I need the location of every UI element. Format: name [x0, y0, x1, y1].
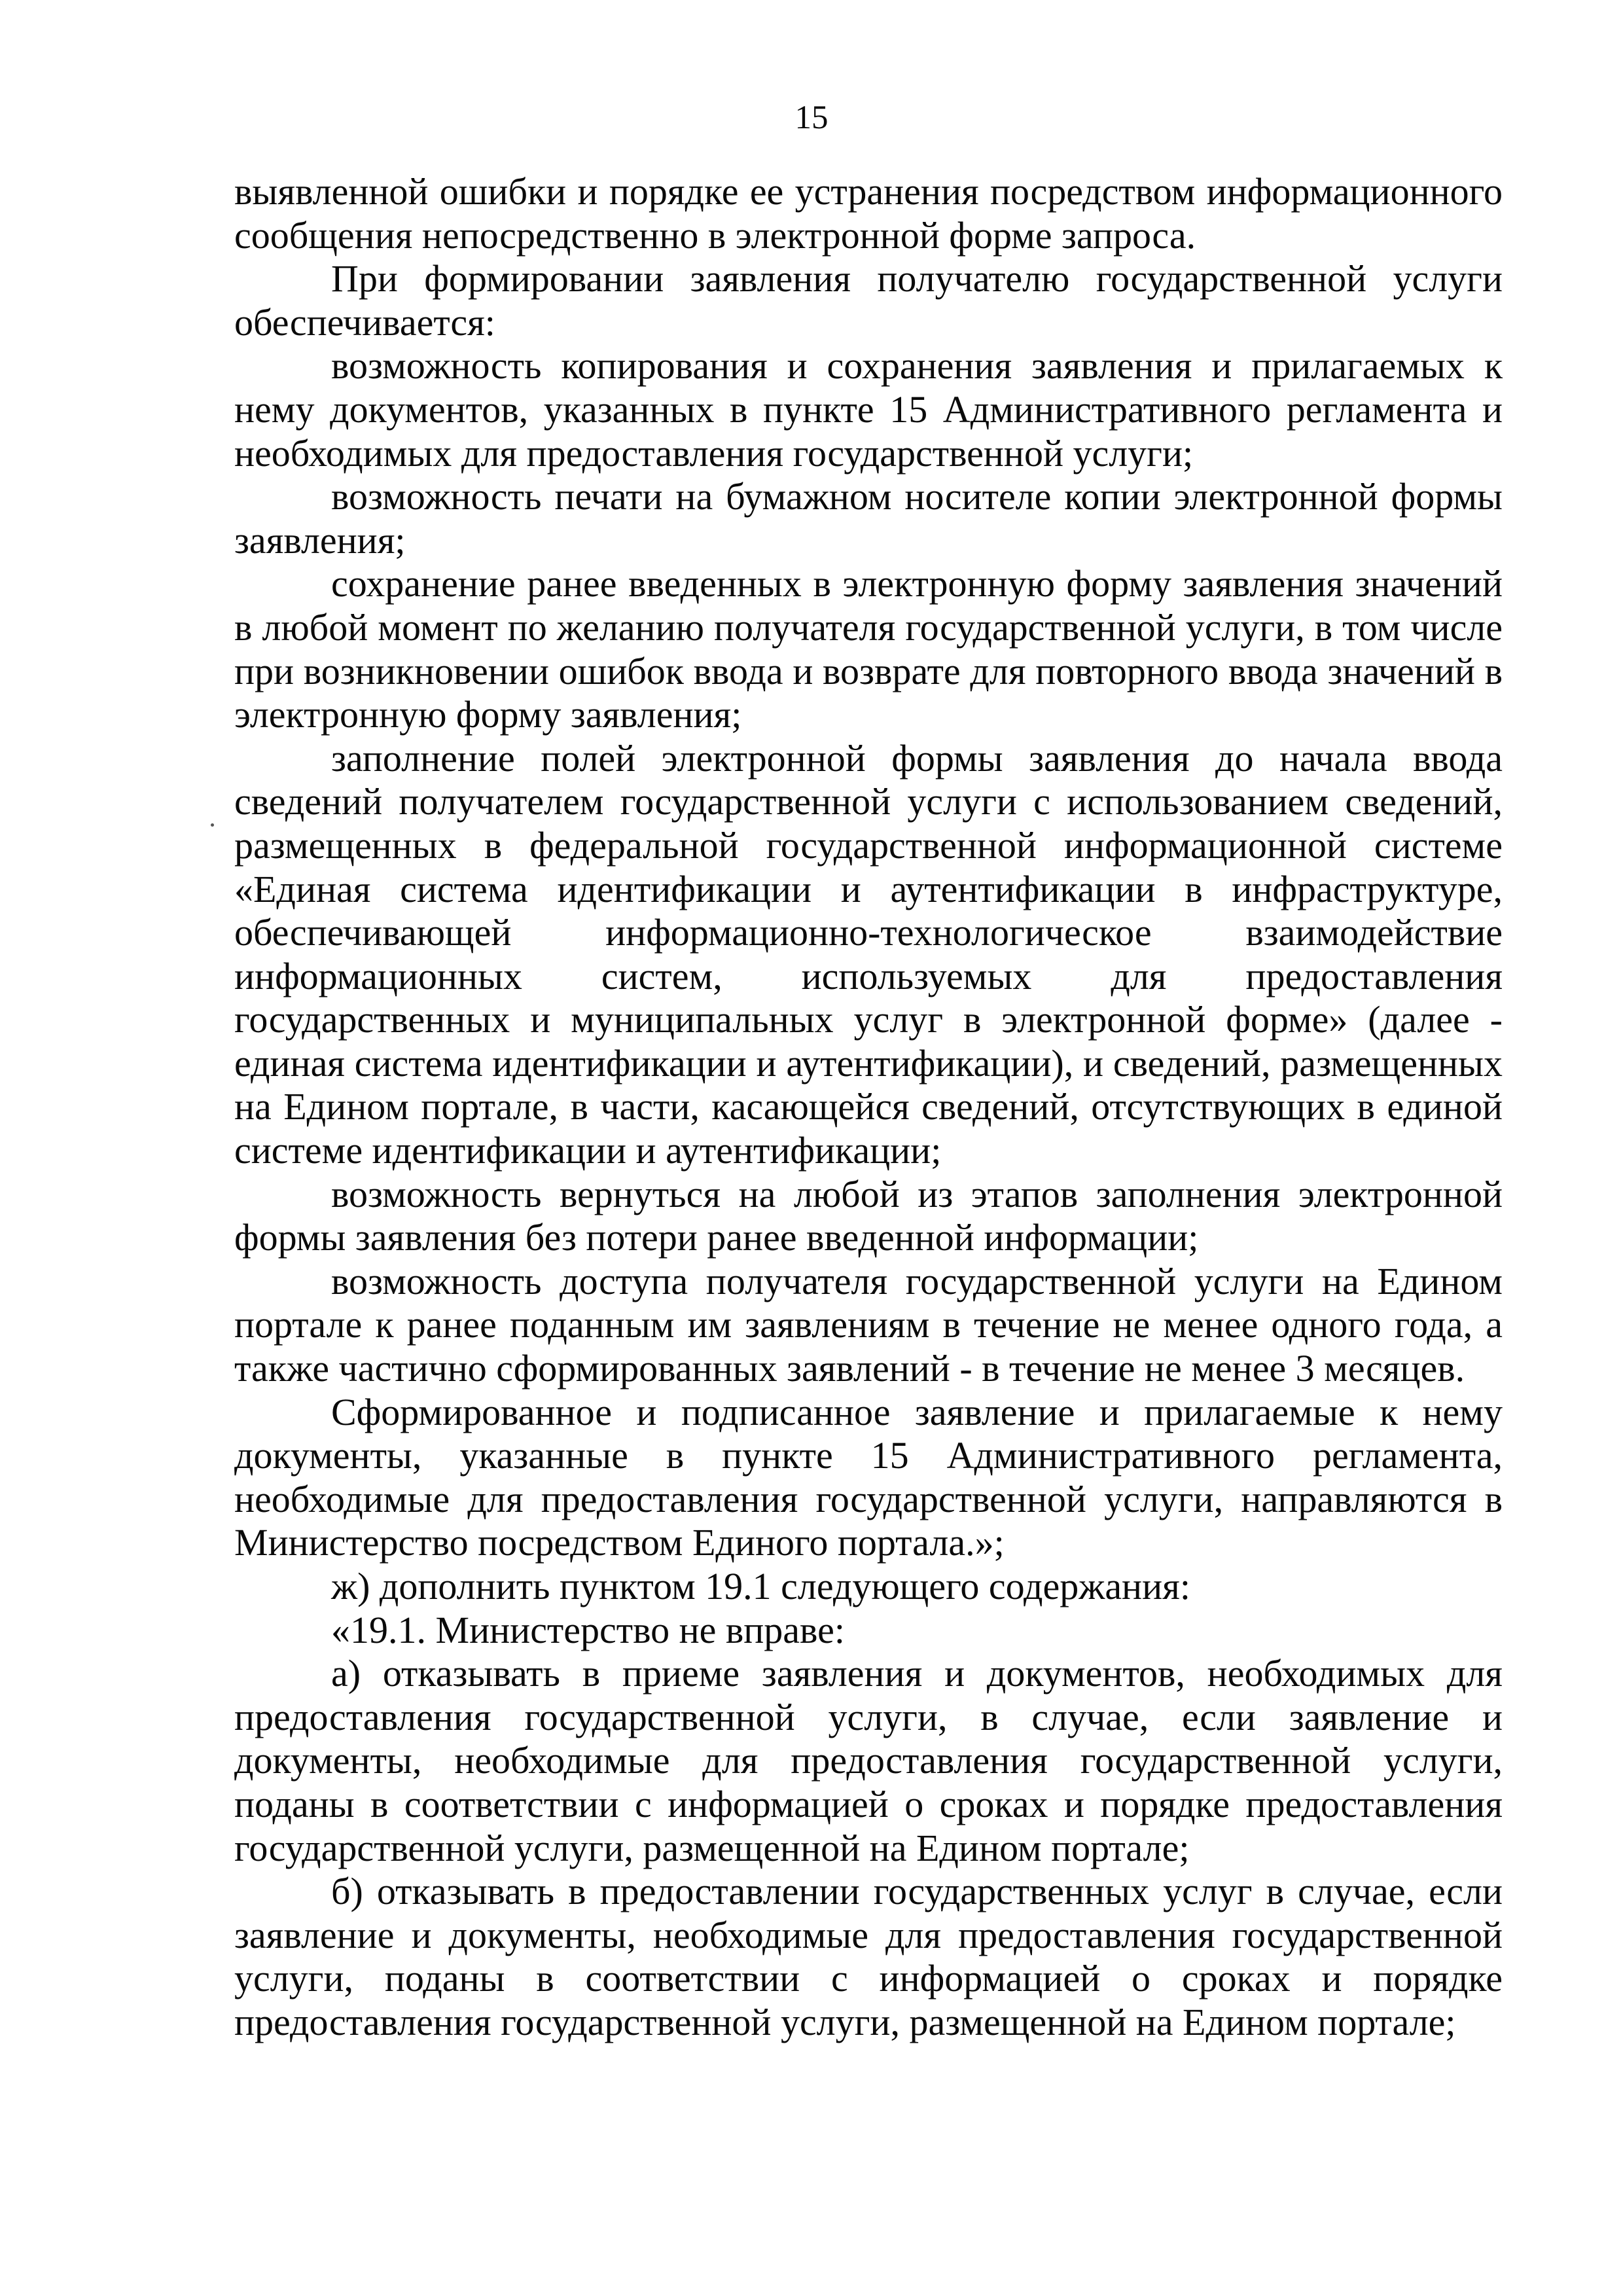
paragraph-continuation: выявленной ошибки и порядке ее устранения посредством информационного сообщения непосредственно в электронной форме запроса.: [234, 170, 1503, 257]
scan-artifact-dot: [211, 823, 214, 827]
paragraph: а) отказывать в приеме заявления и документов, необходимых для предоставления государственной услуги, в случае, если заявление и документы, необходимые для предоставления государственной услуги, поданы в соответствии с информацией о сроках и порядке предоставления государственной услуги, размещенной на Едином портале;: [234, 1652, 1503, 1869]
paragraph: б) отказывать в предоставлении государственных услуг в случае, если заявление и документы, необходимые для предоставления государственной услуги, поданы в соответствии с информацией о сроках и порядке предоставления государственной услуги, размещенной на Едином портале;: [234, 1870, 1503, 2043]
page-number: 15: [794, 99, 829, 136]
paragraph: Сформированное и подписанное заявление и прилагаемые к нему документы, указанные в пункте 15 Административного регламента, необходимые для предоставления государственной услуги, направляются в Министерство посредством Единого портала.»;: [234, 1390, 1503, 1564]
paragraph: возможность доступа получателя государственной услуги на Едином портале к ранее поданным им заявлениям в течение не менее одного года, а также частично сформированных заявлений - в течение не менее 3 месяцев.: [234, 1259, 1503, 1390]
paragraph: возможность копирования и сохранения заявления и прилагаемых к нему документов, указанных в пункте 15 Административного регламента и необходимых для предоставления государственной услуги;: [234, 344, 1503, 475]
paragraph: сохранение ранее введенных в электронную форму заявления значений в любой момент по желанию получателя государственной услуги, в том числе при возникновении ошибок ввода и возврате для повторного ввода значений в электронную форму заявления;: [234, 562, 1503, 736]
paragraph: «19.1. Министерство не вправе:: [331, 1608, 845, 1651]
paragraph: возможность печати на бумажном носителе копии электронной формы заявления;: [234, 475, 1503, 562]
paragraph: заполнение полей электронной формы заявления до начала ввода сведений получателем государственной услуги с использованием сведений, размещенных в федеральной государственной информационной системе «Единая система идентификации и аутентификации в инфраструктуре, обеспечивающей информационно-технологическое взаимодействие информационных систем, используемых для предоставления государственных и муниципальных услуг в электронной форме» (далее - единая система идентификации и аутентификации), и сведений, размещенных на Едином портале, в части, касающейся сведений, отсутствующих в единой системе идентификации и аутентификации;: [234, 736, 1503, 1172]
paragraph: При формировании заявления получателю государственной услуги обеспечивается:: [234, 257, 1503, 344]
paragraph: ж) дополнить пунктом 19.1 следующего содержания:: [331, 1565, 1190, 1607]
paragraph: возможность вернуться на любой из этапов заполнения электронной формы заявления без потери ранее введенной информации;: [234, 1172, 1503, 1259]
document-body: [234, 170, 1503, 2045]
